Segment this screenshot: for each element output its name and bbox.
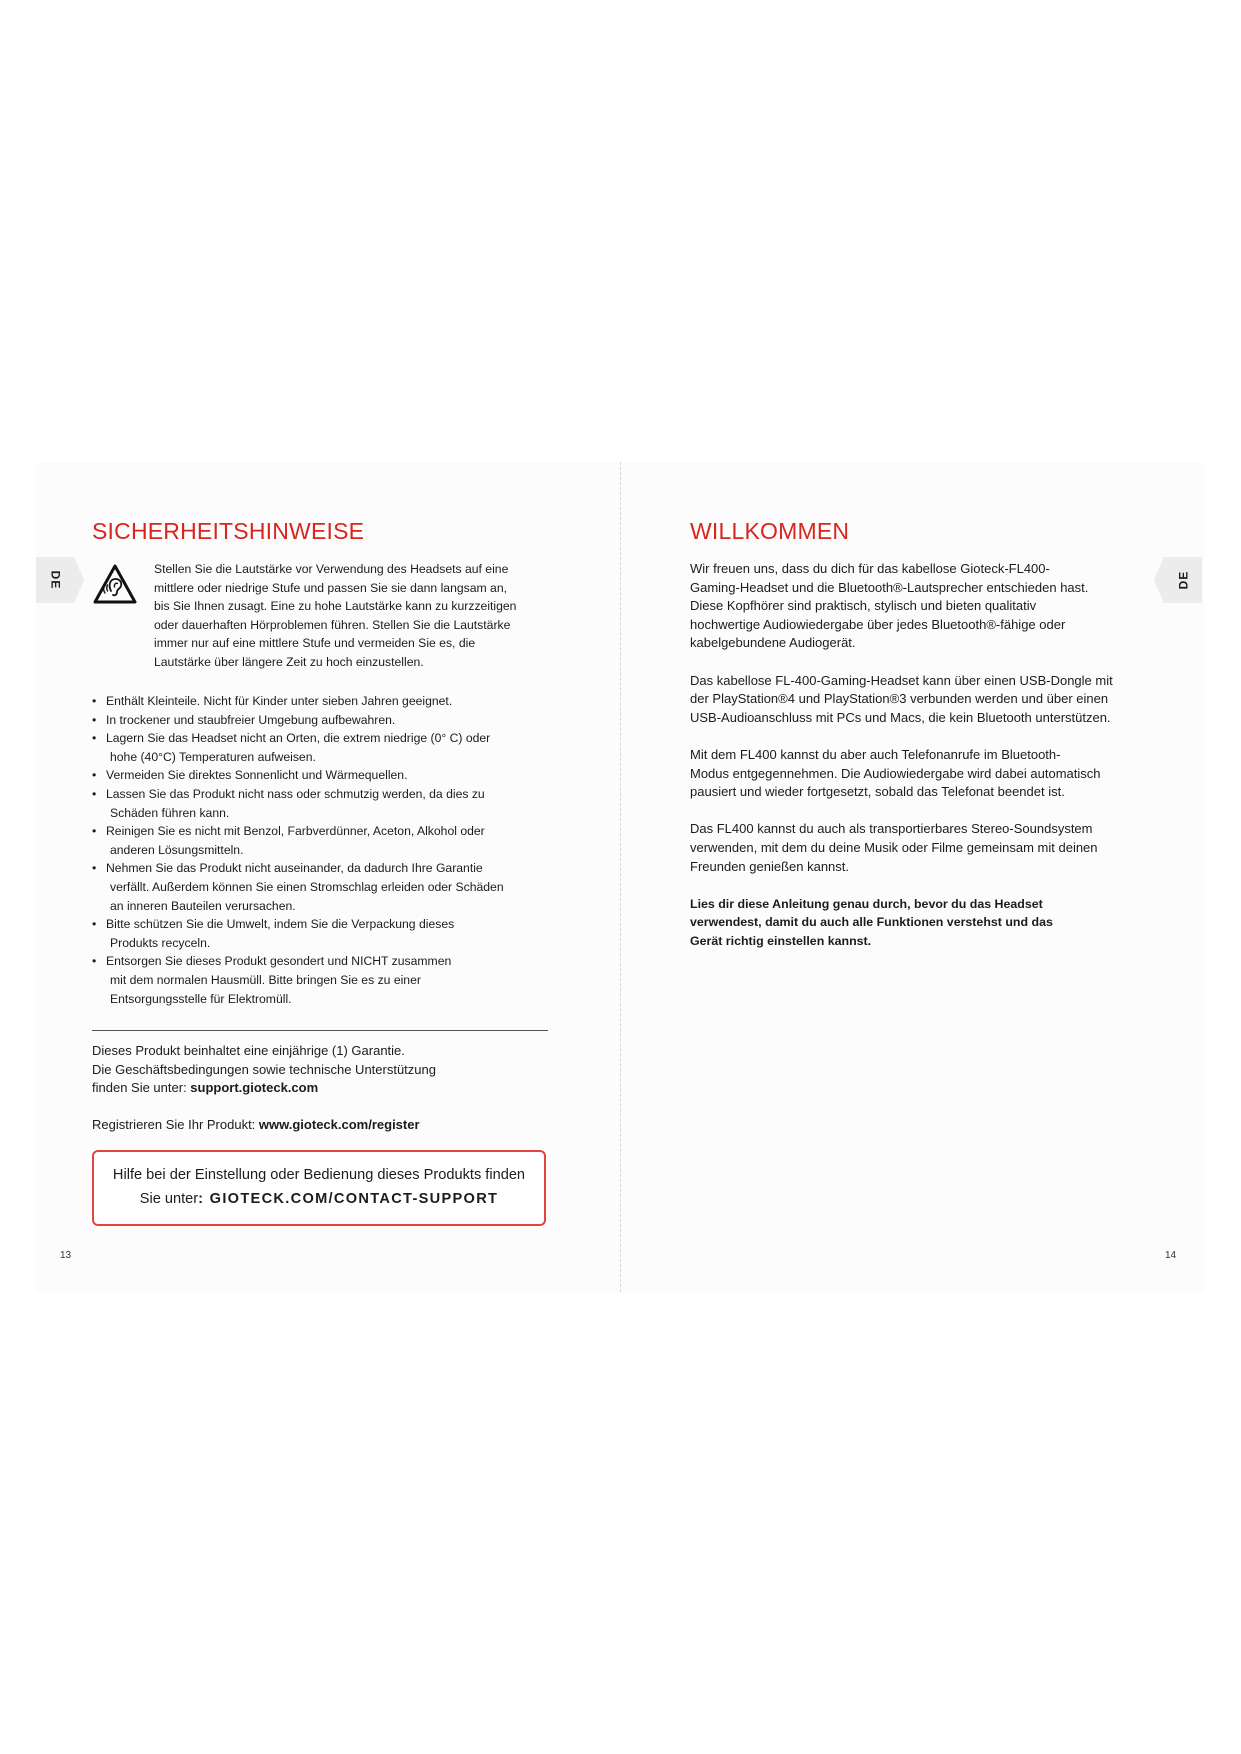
- list-item: • Nehmen Sie das Produkt nicht auseinander, da dadurch Ihre Garantie verfällt. Außerdem können Sie einen Stromschlag erleiden oder Schäden an inneren Bauteilen verursachen.: [92, 859, 562, 915]
- register-text: Registrieren Sie Ihr Produkt: www.gioteck.com/register: [92, 1117, 420, 1132]
- safety-heading: SICHERHEITSHINWEISE: [92, 518, 365, 544]
- welcome-heading: WILLKOMMEN: [690, 518, 850, 544]
- paragraph: Das FL400 kannst du auch als transportierbares Stereo-Soundsystem verwenden, mit dem du deine Musik oder Filme gemeinsam mit deinen Freunden genießen kannst.: [690, 821, 1098, 874]
- section-divider: [92, 1030, 548, 1031]
- support-callout-text: Hilfe bei der Einstellung oder Bedienung dieses Produkts finden: [112, 1167, 526, 1183]
- register-link[interactable]: www.gioteck.com/register: [258, 1117, 420, 1132]
- list-item: • Vermeiden Sie direktes Sonnenlicht und Wärmequellen.: [92, 766, 562, 785]
- list-item: • Bitte schützen Sie die Umwelt, indem Sie die Verpackung dieses Produkts recyceln.: [92, 915, 562, 952]
- language-tab-label: DE: [1175, 570, 1190, 590]
- page-divider: [620, 462, 621, 1292]
- volume-warning-text: Stellen Sie die Lautstärke vor Verwendung des Headsets auf eine mittlere oder niedrige Stufe und passen Sie sie dann langsam an, bis Sie Ihnen zusagt. Eine zu hohe Lautstärke kann zu kurzzeitigen oder dauerhaften Hörproblemen führen. Stellen Sie die Lautstärke immer nur auf eine mittlere Stufe und vermeiden Sie es, die Lautstärke über längere Zeit zu hoch einzustellen.: [154, 562, 517, 669]
- safety-list: [92, 692, 562, 1008]
- language-tab-right: [1164, 557, 1202, 603]
- hearing-warning-icon: [92, 563, 138, 605]
- page-number-left: 13: [60, 1250, 72, 1261]
- list-item: • In trockener und staubfreier Umgebung aufbewahren.: [92, 711, 562, 730]
- contact-support-link[interactable]: : GIOTECK.COM/CONTACT-SUPPORT: [198, 1191, 499, 1207]
- welcome-body: [690, 560, 1160, 969]
- paragraph: Mit dem FL400 kannst du aber auch Telefonanrufe im Bluetooth- Modus entgegennehmen. Die Audiowiedergabe wird dabei automatisch pausiert und wieder fortgesetzt, sobald das Telefonat beendet ist.: [690, 746, 1101, 800]
- language-tab-left: [36, 557, 74, 603]
- list-item: • Reinigen Sie es nicht mit Benzol, Farbverdünner, Aceton, Alkohol oder anderen Lösungsmitteln.: [92, 822, 562, 859]
- support-link[interactable]: support.gioteck.com: [190, 1080, 319, 1096]
- language-tab-label: DE: [47, 570, 62, 590]
- page-number-right: 14: [1165, 1250, 1177, 1261]
- list-item: • Entsorgen Sie dieses Produkt gesondert und NICHT zusammen mit dem normalen Hausmüll. Bitte bringen Sie es zu einer Entsorgungsstelle für Elektromüll.: [92, 952, 562, 1008]
- warranty-text: Dieses Produkt beinhaltet eine einjährige (1) Garantie. Die Geschäftsbedingungen sowie technische Unterstützung finden Sie unter: support.gioteck.com: [92, 1043, 436, 1096]
- paragraph: Das kabellose FL-400-Gaming-Headset kann über einen USB-Dongle mit der PlayStation®4 und PlayStation®3 verbunden werden und über einen USB-Audioanschluss mit PCs und Macs, die kein Bluetooth unterstützen.: [690, 672, 1113, 725]
- list-item: • Lagern Sie das Headset nicht an Orten, die extrem niedrige (0° C) oder hohe (40°C) Temperaturen aufweisen.: [92, 729, 562, 766]
- paragraph: Wir freuen uns, dass du dich für das kabellose Gioteck-FL400- Gaming-Headset und die Bluetooth®-Lautsprecher entschieden hast. Diese Kopfhörer sind praktisch, stylisch und bieten qualitativ hochwertige Audiowiedergabe über jedes Bluetooth®-fähige oder kabelgebundene Audiogerät.: [690, 561, 1089, 651]
- list-item: • Enthält Kleinteile. Nicht für Kinder unter sieben Jahren geeignet.: [92, 692, 562, 711]
- list-item: • Lassen Sie das Produkt nicht nass oder schmutzig werden, da dies zu Schäden führen kann.: [92, 785, 562, 822]
- bold-paragraph: Lies dir diese Anleitung genau durch, bevor du das Headset verwendest, damit du auch alle Funktionen verstehst und das Gerät richtig einstellen kannst.: [690, 896, 1053, 948]
- support-callout: Hilfe bei der Einstellung oder Bedienung dieses Produkts finden Sie unter: GIOTECK.COM/CONTACT-SUPPORT: [92, 1150, 546, 1226]
